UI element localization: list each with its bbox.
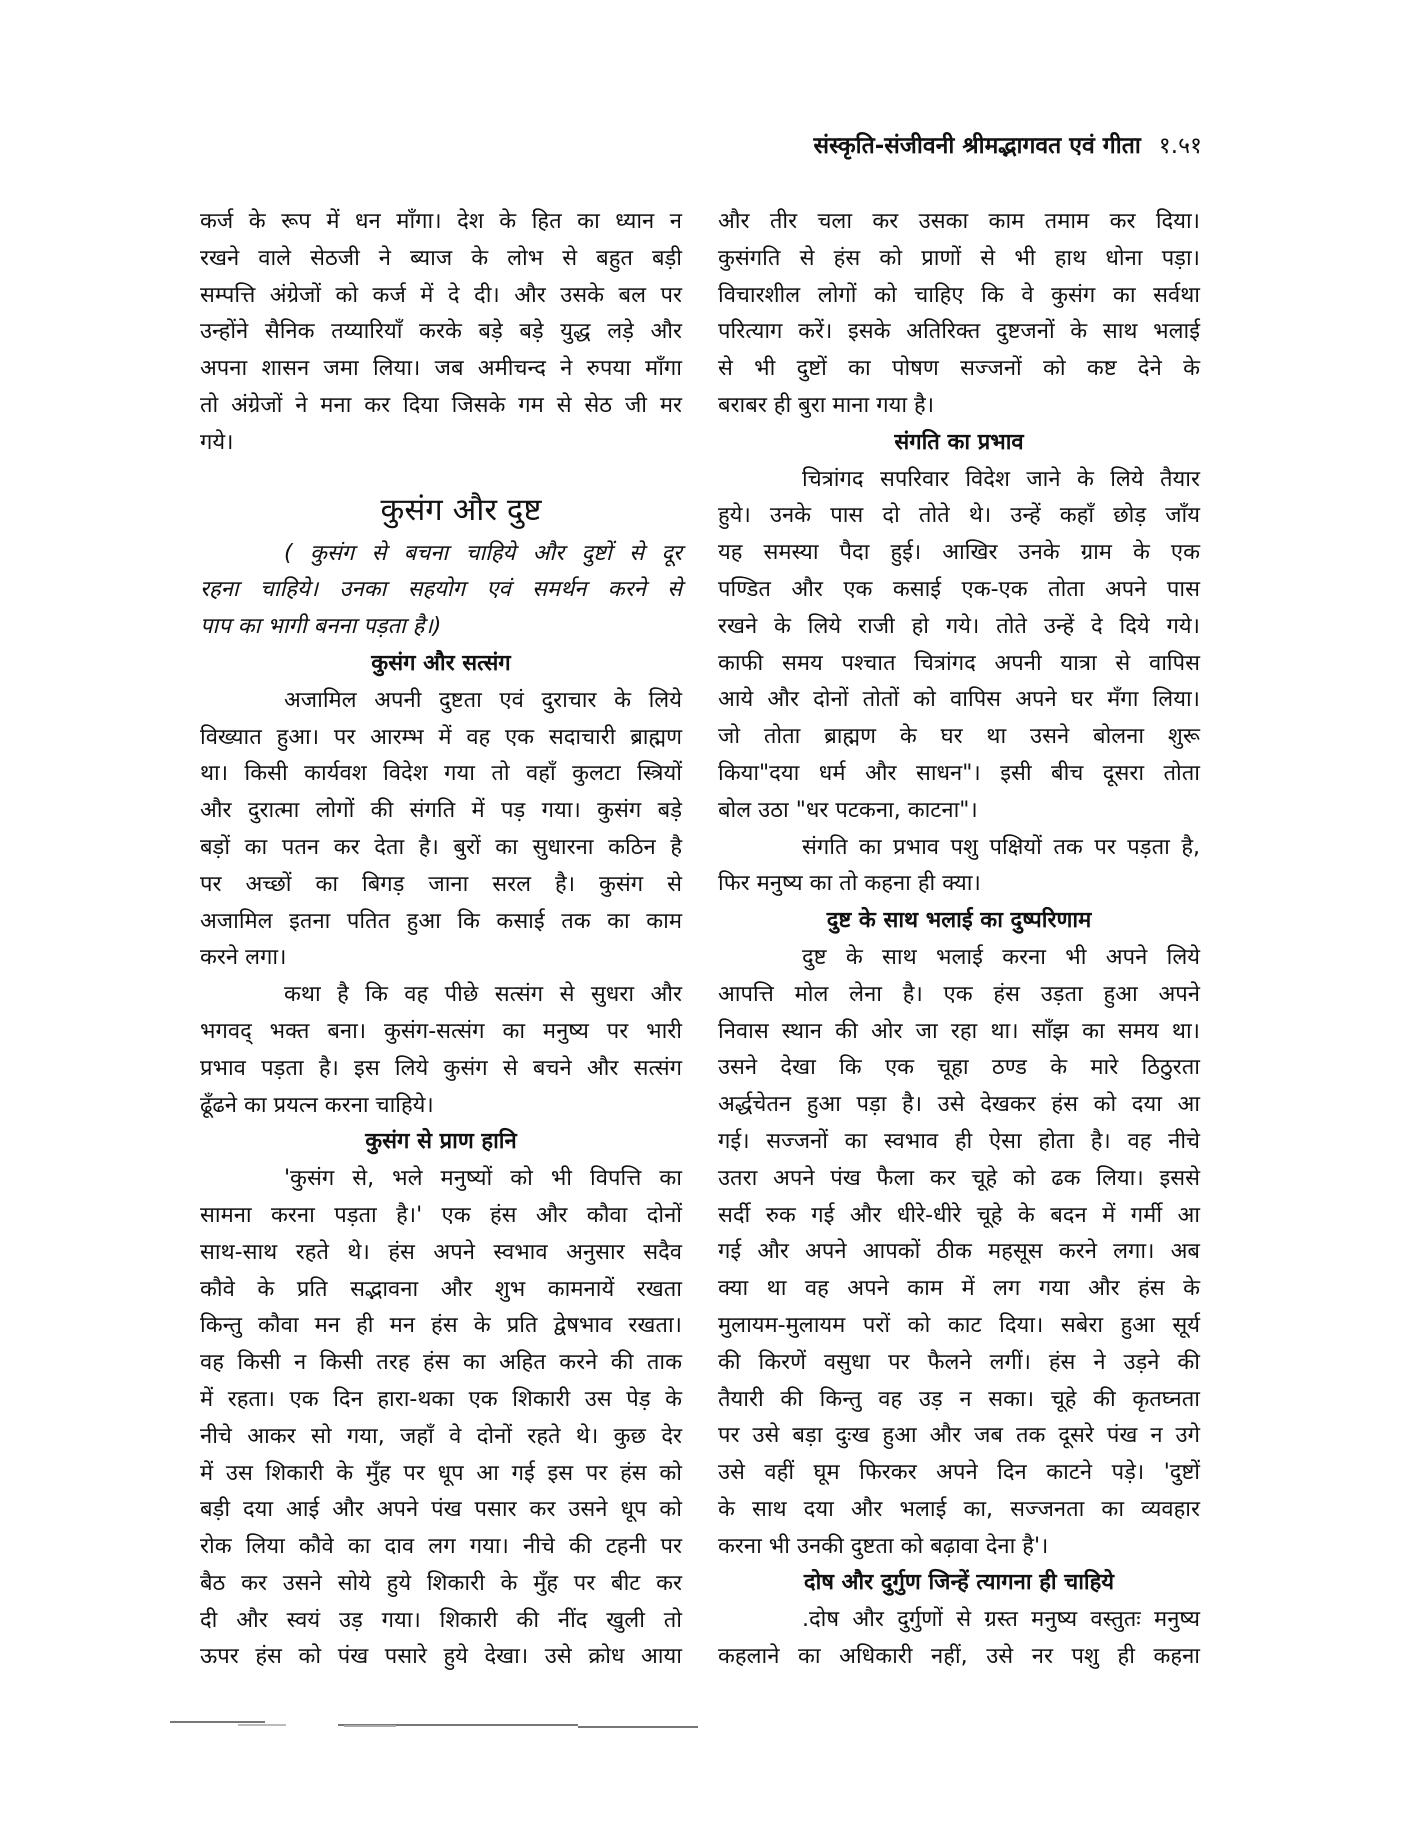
text-line: गई। सज्जनों का स्वभाव ही ऐसा होता है। वह नीचे — [718, 1128, 1200, 1154]
text-line: दुष्ट के साथ भलाई करना भी अपने लिये — [802, 944, 1200, 970]
section-heading: संगति का प्रभाव — [894, 429, 1024, 455]
text-line: गई और अपने आपकों ठीक महसूस करने लगा। अब — [718, 1239, 1200, 1265]
text-line: प्रभाव पड़ता है। इस लिये कुसंग से बचने और सत्संग — [200, 1055, 682, 1081]
text-line: और तीर चला कर उसका काम तमाम कर दिया। — [718, 209, 1200, 234]
text-line: 'कुसंग से, भले मनुष्यों को भी विपत्ति का — [284, 1166, 682, 1192]
text-line: भगवद् भक्त बना। कुसंग-सत्संग का मनुष्य पर भारी — [200, 1018, 682, 1044]
text-line: निवास स्थान की ओर जा रहा था। साँझ का समय था। — [718, 1018, 1200, 1044]
text-line: रहना चाहिये। उनका सहयोग एवं समर्थन करने से — [200, 577, 682, 603]
chapter-title: कुसंग और दुष्ट — [380, 491, 542, 528]
text-line: किन्तु कौवा मन ही मन हंस के प्रति द्वेषभाव रखता। — [200, 1313, 682, 1339]
text-line: अजामिल इतना पतित हुआ कि कसाई तक का काम — [200, 908, 682, 934]
text-line: की किरणें वसुधा पर फैलने लगीं। हंस ने उड़ने की — [718, 1349, 1200, 1375]
text-line: में उस शिकारी के मुँह पर धूप आ गई इस पर हंस को — [200, 1460, 682, 1486]
text-line: में रहता। एक दिन हारा-थका एक शिकारी उस पेड़ के — [200, 1386, 682, 1412]
text-line: सम्पत्ति अंग्रेजों को कर्ज में दे दी। और उसके बल पर — [200, 282, 682, 308]
paragraph — [718, 462, 1200, 830]
text-line: .दोष और दुर्गुणों से ग्रस्त मनुष्य वस्तुतः मनुष्य — [802, 1607, 1200, 1633]
text-line: मुलायम-मुलायम परों को काट दिया। सबेरा हुआ सूर्य — [718, 1312, 1200, 1338]
text-line: संगति का प्रभाव पशु पक्षियों तक पर पड़ता है, — [802, 834, 1200, 860]
text-line: था। किसी कार्यवश विदेश गया तो वहाँ कुलटा स्त्रियों — [200, 761, 682, 787]
text-line: रखने वाले सेठजी ने ब्याज के लोभ से बहुत बड़ी — [200, 245, 682, 271]
text-line: बड़ों का पतन कर देता है। बुरों का सुधारना कठिन है — [200, 834, 682, 860]
paragraph — [718, 1602, 1200, 1676]
text-line: क्या था वह अपने काम में लग गया और हंस के — [718, 1276, 1200, 1302]
text-line: अर्द्धचेतन हुआ पड़ा है। उसे देखकर हंस को दया आ — [718, 1092, 1200, 1118]
text-line: उतरा अपने पंख फैला कर चूहे को ढक लिया। इससे — [718, 1165, 1200, 1191]
text-line: सामना करना पड़ता है।' एक हंस और कौवा दोनों — [200, 1202, 682, 1228]
text-line: उन्होंने सैनिक तय्यारियाँ करके बड़े बड़े युद्ध लड़े और — [200, 319, 682, 345]
text-line: पर उसे बड़ा दुःख हुआ और जब तक दूसरे पंख न उगे — [718, 1423, 1200, 1449]
text-line: गये। — [200, 429, 234, 455]
text-line: बोल उठा "धर पटकना, काटना"। — [718, 797, 978, 823]
text-line: से भी दुष्टों का पोषण सज्जनों को कष्ट देने के — [718, 356, 1200, 382]
paragraph — [200, 683, 682, 977]
footer-rule — [578, 1726, 698, 1728]
text-line: आये और दोनों तोतों को वापिस अपने घर मँगा लिया। — [718, 687, 1200, 713]
text-line: रखने के लिये राजी हो गये। तोते उन्हें दे दिये गये। — [718, 613, 1200, 639]
text-line: कहलाने का अधिकारी नहीं, उसे नर पशु ही कहना — [718, 1644, 1200, 1670]
text-line: दी और स्वयं उड़ गया। शिकारी की नींद खुली तो — [200, 1607, 682, 1633]
text-line: तैयारी की किन्तु वह उड़ न सका। चूहे की कृतघ्नता — [718, 1386, 1200, 1412]
text-line: ऊपर हंस को पंख पसारे हुये देखा। उसे क्रोध आया — [200, 1644, 682, 1670]
text-line: किया"दया धर्म और साधन"। इसी बीच दूसरा तोता — [718, 760, 1200, 786]
text-line: पण्डित और एक कसाई एक-एक तोता अपने पास — [718, 576, 1200, 602]
page-number: १.५१ — [1158, 133, 1202, 159]
text-line: करना भी उनकी दुष्टता को बढ़ावा देना है'। — [718, 1533, 1049, 1559]
running-header — [720, 128, 1202, 160]
paragraph — [718, 830, 1200, 904]
text-line: कथा है कि वह पीछे सत्संग से सुधरा और — [284, 982, 682, 1008]
text-line: सर्दी रुक गई और धीरे-धीरे चूहे के बदन में गर्मी आ — [718, 1202, 1200, 1228]
text-line: अपना शासन जमा लिया। जब अमीचन्द ने रुपया माँगा — [200, 356, 682, 382]
text-line: पर अच्छों का बिगड़ जाना सरल है। कुसंग से — [200, 871, 682, 897]
paragraph — [718, 204, 1200, 425]
text-line: ढूँढने का प्रयत्न करना चाहिये। — [200, 1092, 434, 1118]
left-column — [200, 204, 682, 1676]
text-line: हुये। उनके पास दो तोते थे। उन्हें कहाँ छोड़ जाँय — [718, 503, 1200, 529]
text-line: चित्रांगद सपरिवार विदेश जाने के लिये तैयार — [802, 466, 1200, 492]
continuation-paragraph — [200, 204, 682, 462]
paragraph — [718, 940, 1200, 1566]
book-title: संस्कृति-संजीवनी श्रीमद्भागवत एवं गीता — [813, 133, 1141, 159]
text-line: अजामिल अपनी दुष्टता एवं दुराचार के लिये — [284, 687, 682, 713]
text-line: रोक लिया कौवे का दाव लग गया। नीचे की टहनी पर — [200, 1534, 682, 1560]
text-line: वह किसी न किसी तरह हंस का अहित करने की ताक — [200, 1350, 682, 1376]
text-line: कुसंगति से हंस को प्राणों से भी हाथ धोना पड़ा। — [718, 245, 1200, 271]
section-heading: कुसंग से प्राण हानि — [365, 1129, 517, 1155]
text-line: विख्यात हुआ। पर आरम्भ में वह एक सदाचारी ब्राह्मण — [200, 724, 682, 750]
footer-rule — [238, 1724, 286, 1726]
text-line: के साथ दया और भलाई का, सज्जनता का व्यवहार — [718, 1496, 1200, 1522]
text-line: उसे वहीं घूम फिरकर अपने दिन काटने पड़े। 'दुष्टों — [718, 1460, 1200, 1486]
text-line: बराबर ही बुरा माना गया है। — [718, 392, 935, 418]
text-line: बड़ी दया आई और अपने पंख पसार कर उसने धूप को — [200, 1497, 682, 1523]
footer-rule — [170, 1721, 265, 1723]
text-line: पाप का भागी बनना पड़ता है।) — [200, 614, 442, 640]
text-line: ( कुसंग से बचना चाहिये और दुष्टों से दूर — [284, 540, 682, 566]
text-line: करने लगा। — [200, 945, 287, 971]
text-line: तो अंग्रेजों ने मना कर दिया जिसके गम से सेठ जी मर — [200, 392, 682, 418]
text-line: उसने देखा कि एक चूहा ठण्ड के मारे ठिठुरता — [718, 1055, 1200, 1081]
paragraph — [200, 977, 682, 1124]
text-line: नीचे आकर सो गया, जहाँ वे दोनों रहते थे। कुछ देर — [200, 1423, 682, 1449]
text-line: परित्याग करें। इसके अतिरिक्त दुष्टजनों के साथ भलाई — [718, 319, 1200, 345]
text-line: विचारशील लोगों को चाहिए कि वे कुसंग का सर्वथा — [718, 282, 1200, 308]
paragraph — [200, 1161, 682, 1676]
text-line: जो तोता ब्राह्मण के घर था उसने बोलना शुरू — [718, 724, 1200, 750]
text-line: आपत्ति मोल लेना है। एक हंस उड़ता हुआ अपने — [718, 981, 1200, 1007]
section-heading: दोष और दुर्गुण जिन्हें त्यागना ही चाहिये — [803, 1570, 1115, 1596]
section-heading: कुसंग और सत्संग — [371, 650, 511, 676]
right-column — [718, 204, 1200, 1676]
footer-rule — [344, 1725, 396, 1727]
text-line: यह समस्या पैदा हुई। आखिर उनके ग्राम के एक — [718, 540, 1200, 566]
text-line: और दुरात्मा लोगों की संगति में पड़ गया। कुसंग बड़े — [200, 798, 682, 824]
text-line: बैठ कर उसने सोये हुये शिकारी के मुँह पर बीट कर — [200, 1570, 682, 1596]
section-heading: दुष्ट के साथ भलाई का दुष्परिणाम — [826, 908, 1092, 934]
text-line: कौवे के प्रति सद्भावना और शुभ कामनायें रखता — [200, 1276, 682, 1302]
text-line: साथ-साथ रहते थे। हंस अपने स्वभाव अनुसार सदैव — [200, 1239, 682, 1265]
text-line: कर्ज के रूप में धन माँगा। देश के हित का ध्यान न — [200, 209, 682, 234]
chapter-subtitle — [200, 536, 682, 646]
text-line: फिर मनुष्य का तो कहना ही क्या। — [718, 871, 981, 897]
text-line: काफी समय पश्चात चित्रांगद अपनी यात्रा से वापिस — [718, 650, 1200, 676]
